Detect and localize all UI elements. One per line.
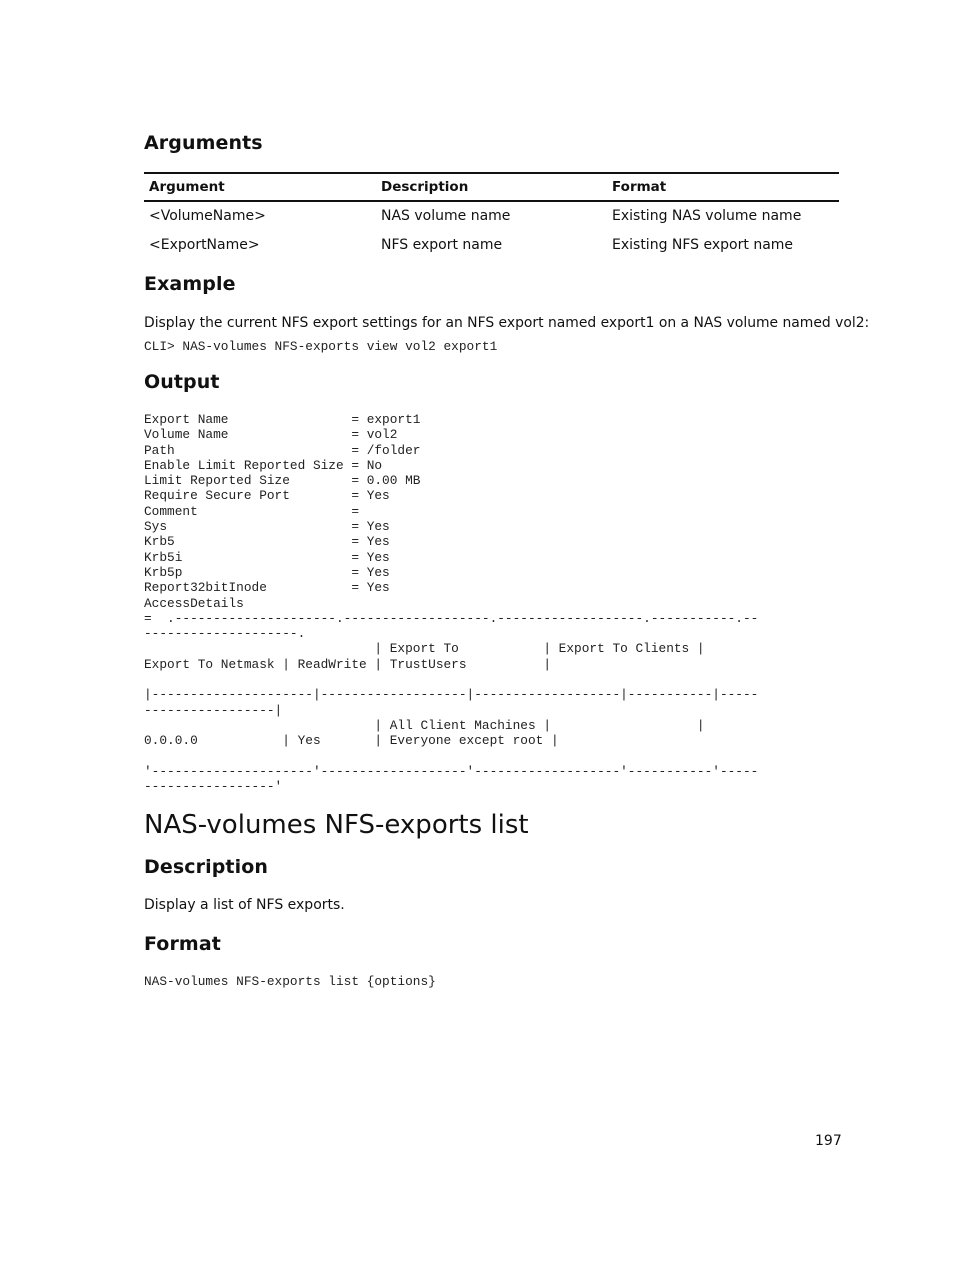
table-row [144, 231, 839, 260]
column-header-argument: Argument [144, 173, 376, 201]
arguments-heading: Arguments [144, 132, 263, 154]
argument-cell: <VolumeName> [149, 208, 266, 224]
format-cell: Existing NAS volume name [612, 208, 802, 224]
table-row [144, 201, 839, 231]
format-cell: Existing NFS export name [612, 237, 794, 253]
format-command: NAS-volumes NFS-exports list {options} [144, 974, 436, 989]
description-text: Display a list of NFS exports. [144, 897, 345, 913]
description-cell: NFS export name [381, 237, 503, 253]
arguments-table [144, 172, 839, 260]
example-text: Display the current NFS export settings for an NFS export named export1 on a NAS volume named vol2: [144, 315, 870, 331]
output-heading: Output [144, 371, 220, 393]
example-command: CLI> NAS-volumes NFS-exports view vol2 export1 [144, 339, 498, 354]
example-heading: Example [144, 273, 236, 295]
description-cell: NAS volume name [381, 208, 511, 224]
description-heading: Description [144, 856, 268, 878]
table-header-row [144, 173, 839, 201]
column-header-format: Format [607, 173, 839, 201]
page-number: 197 [815, 1133, 842, 1149]
section-title: NAS-volumes NFS-exports list [144, 810, 529, 840]
output-block: Export Name = export1 Volume Name = vol2 Path = /folder Enable Limit Reported Size = No Limit Reported Size = 0.00 MB Require Secure Port = Yes Comment = Sys = Yes Krb5 = Yes Krb5i = Yes Krb5p = Yes Report32bitInode = Yes AccessDetails = .---------------------.-------------------.-------------------.-----------.-- --------------------. | Export To | Export To Clients | Export To Netmask | ReadWrite | TrustUsers | |---------------------|-------------------|-------------------|-----------|----- -----------------| | All Client Machines | | 0.0.0.0 | Yes | Everyone except root | '---------------------'-------------------'-------------------'-----------'----- -----------------' [144, 412, 759, 795]
column-header-description: Description [376, 173, 607, 201]
format-heading: Format [144, 933, 221, 955]
argument-cell: <ExportName> [149, 237, 260, 253]
